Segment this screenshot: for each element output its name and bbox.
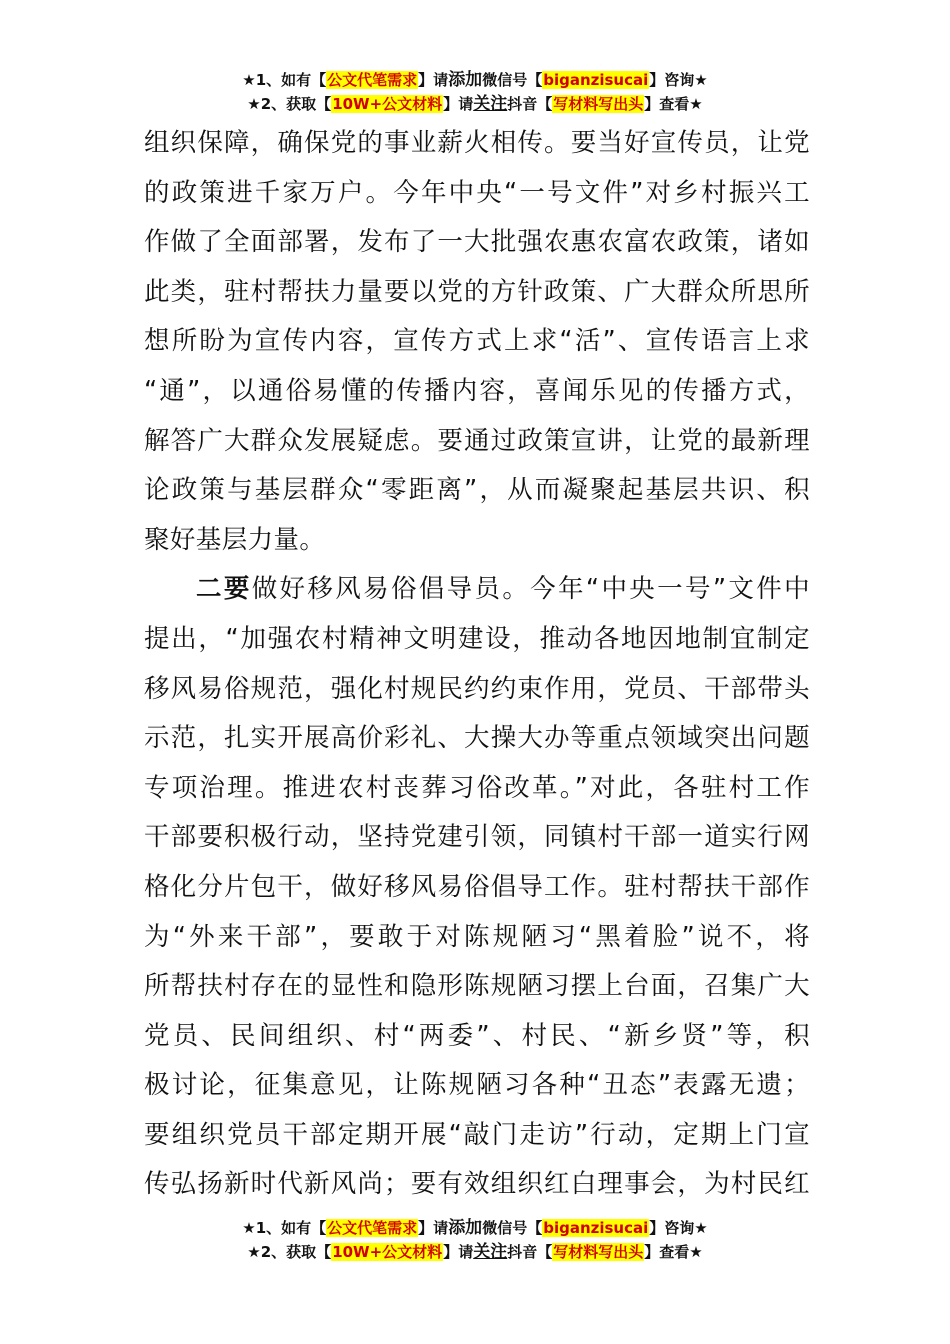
body-line: 要组织党员干部定期开展“敲门走访”行动，定期上门宣 — [144, 1119, 810, 1150]
body-line: “通”，以通俗易懂的传播内容，喜闻乐见的传播方式， — [144, 375, 810, 406]
header-banner — [0, 68, 950, 116]
body-line: 想所盼为宣传内容，宣传方式上求“活”、宣传语言上求 — [144, 326, 810, 357]
banner-line-2 — [0, 1240, 950, 1264]
banner-text: 添加 — [448, 70, 483, 90]
highlight-materials: 10W+公文材料 — [332, 1243, 443, 1261]
highlight-wechat-id: biganzisucai — [543, 1219, 649, 1237]
body-line: 的政策进千家万户。今年中央“一号文件”对乡村振兴工 — [144, 177, 810, 208]
banner-text: 】请 — [418, 1219, 449, 1237]
highlight-service: 公文代笔需求 — [327, 71, 418, 89]
body-line: 此类，驻村帮扶力量要以党的方针政策、广大群众所思所 — [144, 276, 810, 307]
highlight-materials: 10W+公文材料 — [332, 95, 443, 113]
banner-text: ★1、如有【 — [242, 1219, 327, 1237]
banner-text: 】请 — [443, 95, 474, 113]
body-line: 提出，“加强农村精神文明建设，推动各地因地制宜制定 — [144, 623, 810, 654]
body-line: 极讨论，征集意见，让陈规陋习各种“丑态”表露无遗； — [144, 1070, 810, 1101]
banner-text: 】咨询★ — [649, 1219, 708, 1237]
banner-line-1 — [0, 1216, 950, 1240]
banner-text: ★2、获取【 — [247, 1243, 332, 1261]
banner-line-2 — [0, 92, 950, 116]
body-line: 聚好基层力量。 — [144, 524, 326, 555]
footer-banner — [0, 1216, 950, 1264]
banner-text: 】请 — [418, 71, 449, 89]
body-line: 论政策与基层群众“零距离”，从而凝聚起基层共识、积 — [144, 475, 810, 506]
paragraph-2-first-line — [144, 565, 810, 615]
body-text: 做好移风易俗倡导员。今年“中央一号”文件中 — [251, 574, 810, 605]
body-line: 组织保障，确保党的事业薪火相传。要当好宣传员，让党 — [144, 128, 810, 158]
body-line: 解答广大群众发展疑虑。要通过政策宣讲，让党的最新理 — [144, 425, 810, 456]
banner-text: 关注 — [473, 1242, 508, 1262]
highlight-douyin: 写材料写出头 — [553, 95, 644, 113]
banner-text: 抖音【 — [507, 95, 553, 113]
banner-text: 微信号【 — [482, 1219, 543, 1237]
body-line: 所帮扶村存在的显性和隐形陈规陋习摆上台面，召集广大 — [144, 971, 810, 1002]
body-line: 传弘扬新时代新风尚；要有效组织红白理事会，为村民红 — [144, 1169, 810, 1200]
body-line: 移风易俗规范，强化村规民约约束作用，党员、干部带头 — [144, 673, 810, 704]
banner-text: 】咨询★ — [649, 71, 708, 89]
body-line: 为“外来干部”，要敢于对陈规陋习“黑着脸”说不，将 — [144, 921, 810, 952]
banner-text: ★2、获取【 — [247, 95, 332, 113]
banner-text: 抖音【 — [507, 1243, 553, 1261]
document-body — [144, 119, 810, 1210]
highlight-service: 公文代笔需求 — [327, 1219, 418, 1237]
body-line: 示范，扎实开展高价彩礼、大操大办等重点领域突出问题 — [144, 723, 810, 754]
banner-line-1 — [0, 68, 950, 92]
paragraph-lead: 二要 — [196, 574, 252, 605]
banner-text: ★1、如有【 — [242, 71, 327, 89]
banner-text: 】查看★ — [644, 1243, 703, 1261]
banner-text: 】请 — [443, 1243, 474, 1261]
body-line: 专项治理。推进农村丧葬习俗改革。”对此，各驻村工作 — [144, 772, 810, 803]
body-line: 党员、民间组织、村“两委”、村民、“新乡贤”等，积 — [144, 1020, 810, 1051]
body-line: 干部要积极行动，坚持党建引领，同镇村干部一道实行网 — [144, 822, 810, 853]
body-line: 作做了全面部署，发布了一大批强农惠农富农政策，诸如 — [144, 227, 810, 258]
banner-text: 】查看★ — [644, 95, 703, 113]
body-line: 格化分片包干，做好移风易俗倡导工作。驻村帮扶干部作 — [144, 871, 810, 902]
highlight-wechat-id: biganzisucai — [543, 71, 649, 89]
banner-text: 微信号【 — [482, 71, 543, 89]
highlight-douyin: 写材料写出头 — [553, 1243, 644, 1261]
banner-text: 关注 — [473, 94, 508, 114]
banner-text: 添加 — [448, 1218, 483, 1238]
